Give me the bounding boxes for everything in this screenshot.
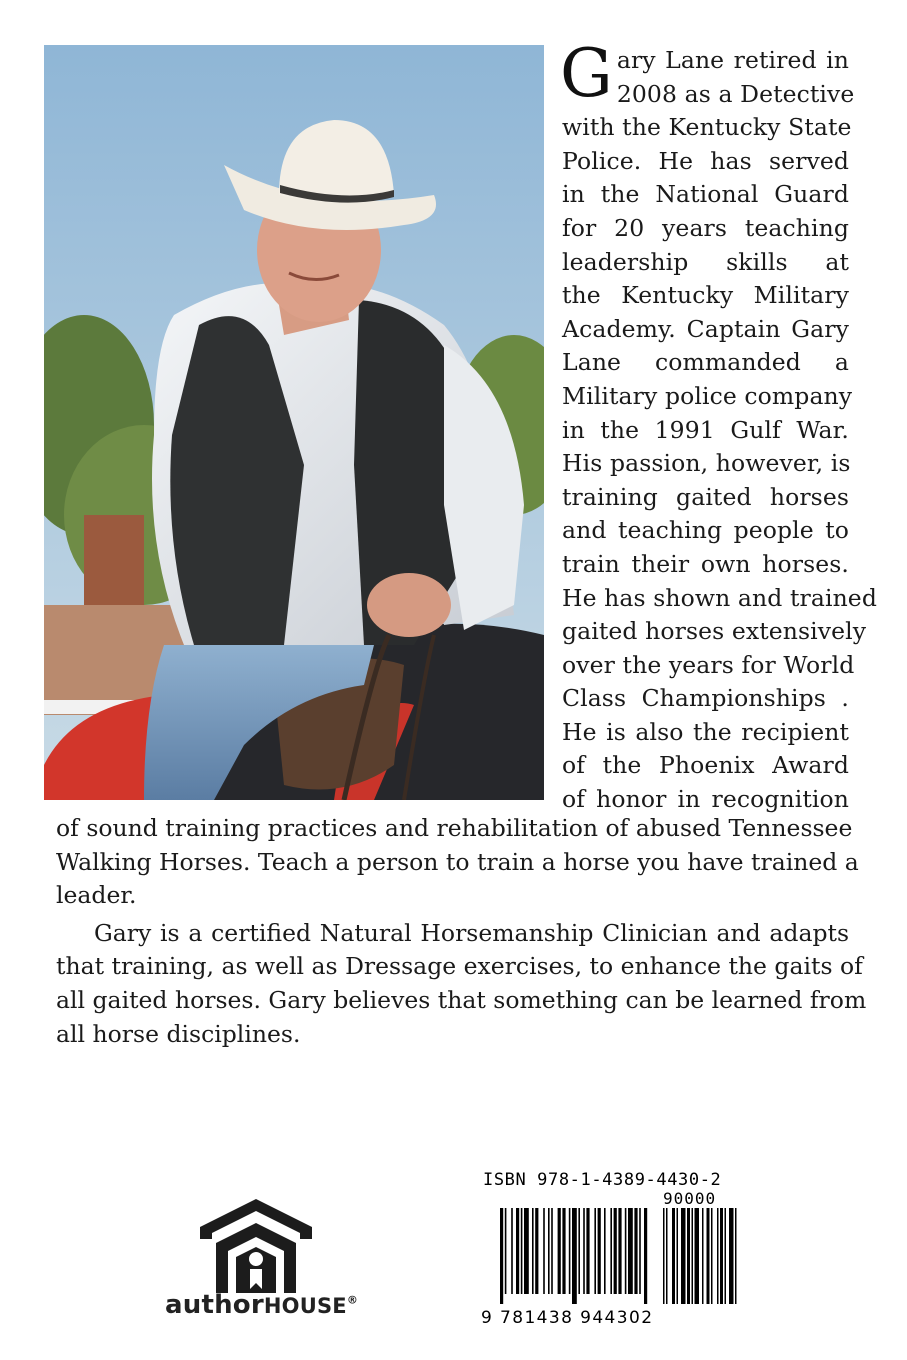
registered-mark: ® (346, 1293, 359, 1307)
bio-line: for 20 years teaching (562, 213, 849, 242)
barcode-addon-bar (663, 1208, 665, 1304)
barcode-bar (639, 1208, 641, 1294)
barcode-bar (558, 1208, 561, 1294)
barcode-bar (628, 1208, 633, 1294)
bio-full-width (56, 812, 867, 1051)
barcode-addon-bar (720, 1208, 723, 1304)
barcode-bar (500, 1208, 503, 1304)
publisher-name (165, 1290, 358, 1320)
barcode-bar (644, 1208, 647, 1304)
bio-line: training gaited horses (562, 482, 849, 511)
barcode-addon-bar (681, 1208, 686, 1304)
bio-line: Lane commanded a (562, 348, 849, 377)
bio-line: His passion, however, is (562, 449, 851, 478)
barcode-bar (614, 1208, 617, 1294)
bio-line: He is also the recipient (562, 717, 849, 746)
bio-line: Military police company (562, 381, 853, 410)
bio-line: of sound training practices and rehabilitation of abused Tennessee (56, 814, 853, 842)
barcode-addon-bar (695, 1208, 700, 1304)
barcode-bar (551, 1208, 553, 1294)
barcode-bars (478, 1208, 743, 1308)
barcode-addon-bar (702, 1208, 704, 1304)
barcode-bar (535, 1208, 538, 1294)
barcode-bar (598, 1208, 601, 1294)
barcode-bar (572, 1208, 577, 1304)
bio-line: that training, as well as Dressage exercises, to enhance the gaits of (56, 952, 863, 981)
drop-cap: G (560, 35, 613, 112)
bio-line: Gary is a certified Natural Horsemanship Clinician and adapts (94, 918, 849, 947)
bio-line: 2008 as a Detective (616, 79, 855, 108)
bio-line: in the National Guard (562, 180, 849, 209)
barcode-bar (511, 1208, 513, 1294)
barcode-bar (524, 1208, 529, 1294)
barcode-bar (521, 1208, 523, 1294)
barcode-addon-bar (687, 1208, 690, 1304)
bio-line: with the Kentucky State (562, 113, 852, 142)
bio-line: leadership skills at (562, 247, 849, 276)
bio-line: Police. He has served (562, 146, 849, 175)
barcode-addon-bar (666, 1208, 668, 1304)
barcode-addon-bar (717, 1208, 719, 1304)
barcode-addon-bar (707, 1208, 710, 1304)
barcode-addon-bar (729, 1208, 734, 1304)
barcode-addon-bar (725, 1208, 727, 1304)
barcode-bar (604, 1208, 606, 1294)
barcode-addon-bar (672, 1208, 675, 1304)
barcode-bar (516, 1208, 519, 1294)
bio-line: all horse disciplines. (56, 1019, 301, 1048)
bio-line: gaited horses extensively (562, 617, 867, 646)
isbn-number: ISBN 978-1-4389-4430-2 (483, 1170, 722, 1190)
barcode-bar (610, 1208, 612, 1294)
barcode-bar (634, 1208, 637, 1294)
publisher-name-part1: author (165, 1290, 264, 1320)
bio-line: leader. (56, 881, 137, 910)
barcode-addon-bar (711, 1208, 713, 1304)
barcode-bar (562, 1208, 565, 1294)
ean-number: 9 781438 944302 (481, 1308, 654, 1328)
bio-line: all gaited horses. Gary believes that something can be learned from (56, 985, 867, 1014)
bio-line: over the years for World (562, 650, 855, 679)
barcode-bar (548, 1208, 550, 1294)
bio-side-column (560, 35, 877, 817)
barcode-addon-bar (692, 1208, 694, 1304)
barcode-bar (586, 1208, 589, 1294)
bio-line: and teaching people to (562, 516, 849, 545)
barcode-bar (618, 1208, 621, 1294)
bio-line: the Kentucky Military (562, 281, 849, 310)
bio-line: Walking Horses. Teach a person to train a horse you have trained a (56, 847, 859, 876)
barcode-addon-bar (677, 1208, 679, 1304)
barcode-bar (569, 1208, 571, 1294)
bio-line: He has shown and trained (562, 583, 877, 612)
barcode-bar (543, 1208, 545, 1294)
bio-line: Class Championships . (562, 684, 849, 713)
barcode-bar (505, 1208, 507, 1294)
bio-line: train their own horses. (562, 549, 849, 578)
isbn-barcode (478, 1170, 743, 1330)
barcode-bar (625, 1208, 627, 1294)
barcode-addon-bar (735, 1208, 737, 1304)
barcode-bar (594, 1208, 596, 1294)
bio-line: of the Phoenix Award (562, 751, 849, 780)
bio-line: ary Lane retired in (616, 46, 849, 74)
publisher-name-part2: HOUSE (263, 1294, 347, 1318)
barcode-bar (583, 1208, 585, 1294)
bio-line: Academy. Captain Gary (562, 314, 849, 343)
price-code: 90000 (663, 1189, 717, 1208)
bio-line: in the 1991 Gulf War. (562, 415, 849, 444)
barcode-bar (578, 1208, 580, 1294)
barcode-bar (532, 1208, 534, 1294)
author-photo (44, 45, 544, 800)
bio-line: of honor in recognition (562, 785, 849, 814)
